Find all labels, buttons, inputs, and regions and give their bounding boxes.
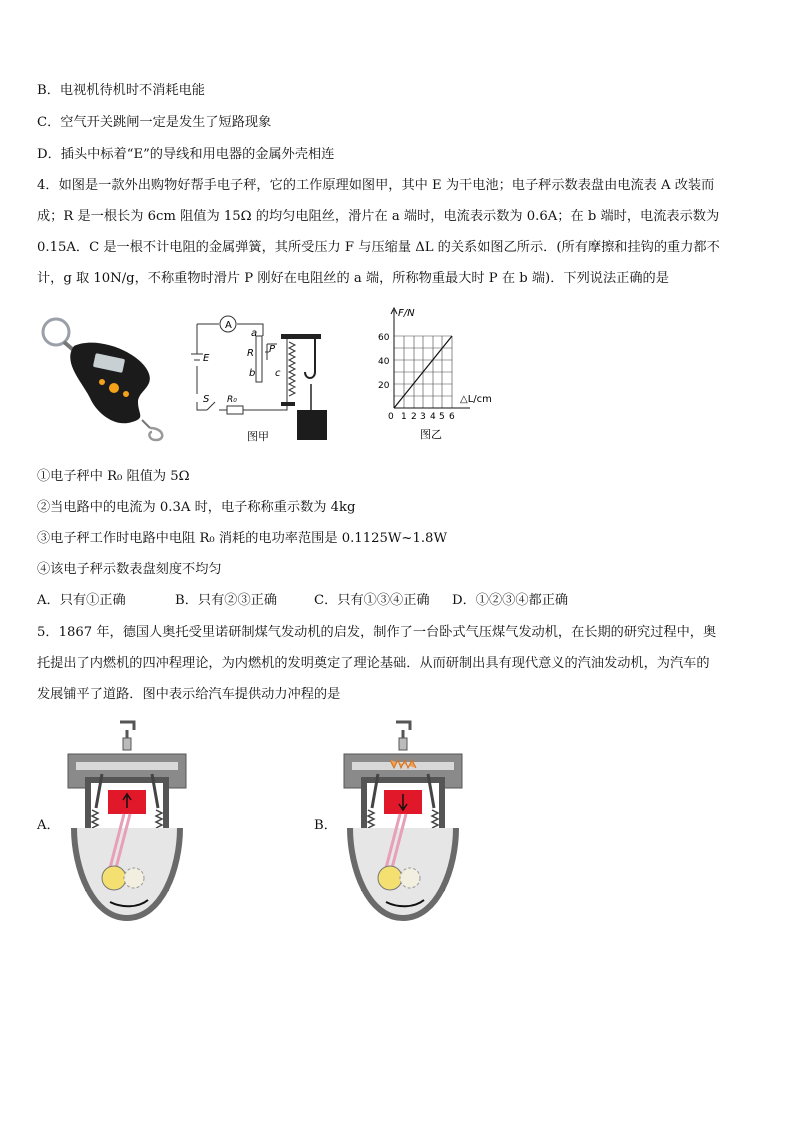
x-tick-4: 4 [430, 412, 436, 422]
x-axis-label: △L/cm [460, 394, 492, 405]
y-tick-20: 20 [378, 381, 390, 391]
q5-line-2: 托提出了内燃机的四冲程理论，为内燃机的发明奠定了理论基础．从而研制出具有现代意义的汽油发动机，为汽车的 [37, 656, 710, 671]
weight-block [297, 410, 327, 440]
x-tick-2: 2 [411, 412, 417, 422]
q4-option-c[interactable]: C．只有①③④正确 [314, 593, 430, 608]
y-tick-40: 40 [378, 357, 390, 367]
y-tick-60: 60 [378, 333, 390, 343]
q4-line-3: 0.15A．C 是一根不计电阻的金属弹簧，其所受压力 F 与压缩量 ΔL 的关系如图乙所示．(所有摩擦和挂钩的重力都不 [37, 240, 720, 255]
q5-option-b-label[interactable]: B． [314, 818, 337, 833]
option-d-text: D．插头中标着“E”的导线和用电器的金属外壳相连 [37, 147, 335, 162]
q4-line-2: 成；R 是一根长为 6cm 阻值为 15Ω 的均匀电阻丝，滑片在 a 端时，电流表示数为 0.6A；在 b 端时，电流表示数为 [37, 209, 720, 224]
terminal-b-label: b [249, 368, 256, 379]
scale-photo [34, 316, 174, 442]
q5-line-1: 5．1867 年，德国人奥托受里诺研制煤气发动机的启发，制作了一台卧式气压煤气发动机，在长期的研究过程中，奥 [37, 625, 717, 640]
statement-2: ②当电路中的电流为 0.3A 时，电子称称重示数为 4kg [37, 500, 356, 515]
statement-3: ③电子秤工作时电路中电阻 R₀ 消耗的电功率范围是 0.1125W~1.8W [37, 531, 448, 546]
force-compression-graph [370, 302, 510, 444]
switch-s-label: S [203, 394, 210, 405]
crank-icon [378, 866, 402, 890]
statement-1: ①电子秤中 R₀ 阻值为 5Ω [37, 469, 190, 484]
x-tick-1: 1 [401, 412, 407, 422]
battery-e-label: E [203, 353, 210, 364]
x-tick-0: 0 [388, 412, 394, 422]
ammeter-label: A [225, 320, 232, 331]
statement-4: ④该电子秤示数表盘刻度不均匀 [37, 562, 222, 577]
x-tick-5: 5 [439, 412, 445, 422]
x-tick-6: 6 [449, 412, 455, 422]
spring-c-label: c [275, 368, 281, 379]
engine-b-diagram [338, 718, 478, 930]
terminal-a-label: a [251, 328, 258, 339]
resistor-r0-label: R₀ [227, 395, 237, 405]
engine-a-diagram [62, 718, 202, 930]
spring-icon [289, 342, 295, 396]
y-axis-label: F/N [398, 308, 415, 319]
question-5-text [37, 617, 755, 710]
q4-option-b[interactable]: B．只有②③正确 [175, 593, 278, 608]
crank-icon [102, 866, 126, 890]
q5-line-3: 发展铺平了道路．图中表示给汽车提供动力冲程的是 [37, 687, 341, 702]
x-tick-3: 3 [420, 412, 426, 422]
figure-jia-caption: 图甲 [247, 430, 269, 443]
q4-line-1: 4．如图是一款外出购物好帮手电子秤，它的工作原理如图甲，其中 E 为干电池；电子秤示数表盘由电流表 A 改装而 [37, 178, 715, 193]
hook-icon [305, 338, 315, 378]
y-axis [391, 308, 397, 408]
resistor-r-label: R [247, 348, 254, 359]
q4-option-d[interactable]: D．①②③④都正确 [452, 593, 569, 608]
option-b-text: B．电视机待机时不消耗电能 [37, 83, 205, 98]
slider-p-label: P [269, 344, 276, 355]
q4-option-a[interactable]: A．只有①正确 [37, 593, 126, 608]
circuit-diagram [185, 306, 345, 446]
question-4-text [37, 170, 755, 294]
q5-option-a-label[interactable]: A． [37, 818, 60, 833]
q4-line-4: 计，g 取 10N/g，不称重物时滑片 P 刚好在电阻丝的 a 端，所称物重最大时 P 在 b 端)．下列说法正确的是 [37, 271, 669, 286]
option-c-text: C．空气开关跳闸一定是发生了短路现象 [37, 115, 272, 130]
figure-yi-caption: 图乙 [420, 428, 442, 441]
